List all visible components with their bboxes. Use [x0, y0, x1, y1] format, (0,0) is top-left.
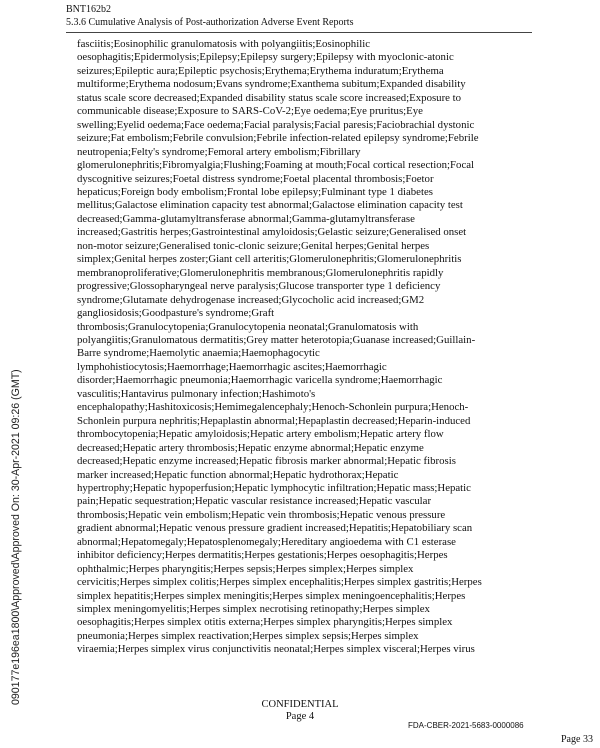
- body-text-line: fasciitis;Eosinophilic granulomatosis with polyangiitis;Eosinophilic: [77, 38, 370, 50]
- body-text-line: simplex;Genital herpes zoster;Giant cell arteritis;Glomerulonephritis;Glomerulonephritis: [77, 253, 462, 266]
- body-text-line: membranoproliferative;Glomerulonephritis membranous;Glomerulonephritis rapidly: [77, 266, 444, 279]
- body-text-line: pain;Hepatic sequestration;Hepatic vascular resistance increased;Hepatic vascular: [77, 495, 432, 508]
- body-text-line: non-motor seizure;Generalised tonic-clonic seizure;Genital herpes;Genital herpes: [77, 239, 430, 252]
- body-text-line: glomerulonephritis;Fibromyalgia;Flushing;Foaming at mouth;Focal cortical resection;Focal: [77, 159, 475, 172]
- body-text-line: pneumonia;Herpes simplex reactivation;Herpes simplex sepsis;Herpes simplex: [77, 629, 419, 642]
- section-heading: 5.3.6 Cumulative Analysis of Post-authorization Adverse Event Reports: [66, 17, 354, 28]
- body-text-line: status scale score decreased;Expanded disability status scale score increased;Exposure to: [77, 91, 462, 104]
- document-product-id: BNT162b2: [66, 4, 111, 15]
- body-text-line: swelling;Eyelid oedema;Face oedema;Facial paralysis;Facial paresis;Faciobrachial dystonic: [77, 118, 475, 131]
- body-text-line: viraemia;Herpes simplex virus conjunctivitis neonatal;Herpes simplex visceral;Herpes virus: [77, 643, 475, 656]
- body-text-line: hypertrophy;Hepatic hypoperfusion;Hepatic lymphocytic infiltration;Hepatic mass;Hepatic: [77, 481, 471, 494]
- body-text-line: communicable disease;Exposure to SARS-CoV-2;Eye oedema;Eye pruritus;Eye: [77, 105, 423, 118]
- body-text-line: neutropenia;Felty's syndrome;Femoral artery embolism;Fibrillary: [77, 145, 361, 158]
- body-text-line: decreased;Gamma-glutamyltransferase abnormal;Gamma-glutamyltransferase: [77, 212, 415, 225]
- body-text-line: oesophagitis;Epidermolysis;Epilepsy;Epilepsy surgery;Epilepsy with myoclonic-atonic: [77, 51, 454, 64]
- body-text-line: oesophagitis;Herpes simplex otitis externa;Herpes simplex pharyngitis;Herpes simplex: [77, 616, 453, 629]
- header-divider: [66, 32, 532, 33]
- body-text-line: decreased;Hepatic artery thrombosis;Hepatic enzyme abnormal;Hepatic enzyme: [77, 441, 424, 454]
- page-number: Page 33: [561, 734, 593, 745]
- body-text-line: seizures;Epileptic aura;Epileptic psychosis;Erythema;Erythema induratum;Erythema: [77, 64, 444, 77]
- body-text-line: vasculitis;Hantavirus pulmonary infection;Hashimoto's: [77, 387, 316, 400]
- body-text-line: thrombocytopenia;Hepatic amyloidosis;Hepatic artery embolism;Hepatic artery flow: [77, 428, 444, 441]
- body-text-line: polyangiitis;Granulomatous dermatitis;Grey matter heterotopia;Guanase increased;Guillain-: [77, 333, 476, 346]
- body-text-line: abnormal;Hepatomegaly;Hepatosplenomegaly;Hereditary angioedema with C1 esterase: [77, 535, 456, 548]
- body-text-line: thrombosis;Granulocytopenia;Granulocytopenia neonatal;Granulomatosis with: [77, 320, 419, 333]
- body-text-line: gradient abnormal;Hepatic venous pressure gradient increased;Hepatitis;Hepatobiliary scan: [77, 522, 473, 535]
- body-text-line: ophthalmic;Herpes pharyngitis;Herpes sepsis;Herpes simplex;Herpes simplex: [77, 562, 414, 575]
- body-text-line: hepaticus;Foreign body embolism;Frontal lobe epilepsy;Fulminant type 1 diabetes: [77, 185, 433, 198]
- body-text-line: marker increased;Hepatic function abnormal;Hepatic hydrothorax;Hepatic: [77, 468, 399, 481]
- body-text-line: increased;Gastritis herpes;Gastrointestinal amyloidosis;Gelastic seizure;Generalised onset: [77, 226, 467, 239]
- body-text-line: syndrome;Glutamate dehydrogenase increased;Glycocholic acid increased;GM2: [77, 293, 425, 306]
- body-text-line: disorder;Haemorrhagic pneumonia;Haemorrhagic varicella syndrome;Haemorrhagic: [77, 374, 443, 387]
- body-text-line: inhibitor deficiency;Herpes dermatitis;Herpes gestationis;Herpes oesophagitis;Herpes: [77, 549, 448, 562]
- body-text-line: Barre syndrome;Haemolytic anaemia;Haemophagocytic: [77, 347, 320, 360]
- body-text-line: Schonlein purpura nephritis;Hepaplastin abnormal;Hepaplastin decreased;Heparin-induced: [77, 414, 471, 427]
- body-text-line: multiforme;Erythema nodosum;Evans syndrome;Exanthema subitum;Expanded disability: [77, 78, 466, 91]
- body-text-line: simplex meningomyelitis;Herpes simplex necrotising retinopathy;Herpes simplex: [77, 603, 430, 616]
- confidential-label: CONFIDENTIAL: [261, 699, 339, 710]
- body-text-line: progressive;Glossopharyngeal nerve paralysis;Glucose transporter type 1 deficiency: [77, 280, 441, 293]
- body-text-line: seizure;Fat embolism;Febrile convulsion;Febrile infection-related epilepsy syndrome;Febrile: [77, 132, 479, 145]
- body-text-line: gangliosidosis;Goodpasture's syndrome;Graft: [77, 307, 275, 320]
- body-text-line: encephalopathy;Hashitoxicosis;Hemimegalencephaly;Henoch-Schonlein purpura;Henoch-: [77, 401, 469, 414]
- adverse-event-term-list: [77, 38, 537, 657]
- body-text-line: simplex hepatitis;Herpes simplex meningitis;Herpes simplex meningoencephalitis;Herpes: [77, 589, 466, 602]
- body-text-line: cervicitis;Herpes simplex colitis;Herpes simplex encephalitis;Herpes simplex gastritis;Herpes: [77, 576, 482, 589]
- approval-stamp: 090177e196ea1800\Approved\Approved On: 30-Apr-2021 09:26 (GMT): [10, 369, 22, 705]
- body-text-line: mellitus;Galactose elimination capacity test abnormal;Galactose elimination capacity test: [77, 199, 463, 212]
- document-control-code: FDA-CBER-2021-5683-0000086: [408, 721, 524, 730]
- body-text-line: decreased;Hepatic enzyme increased;Hepatic fibrosis marker abnormal;Hepatic fibrosis: [77, 455, 456, 468]
- body-text-line: thrombosis;Hepatic vein embolism;Hepatic vein thrombosis;Hepatic venous pressure: [77, 508, 446, 521]
- internal-page-label: Page 4: [285, 711, 315, 722]
- body-text-line: lymphohistiocytosis;Haemorrhage;Haemorrhagic ascites;Haemorrhagic: [77, 360, 387, 373]
- body-text-line: dyscognitive seizures;Foetal distress syndrome;Foetal placental thrombosis;Foetor: [77, 172, 434, 185]
